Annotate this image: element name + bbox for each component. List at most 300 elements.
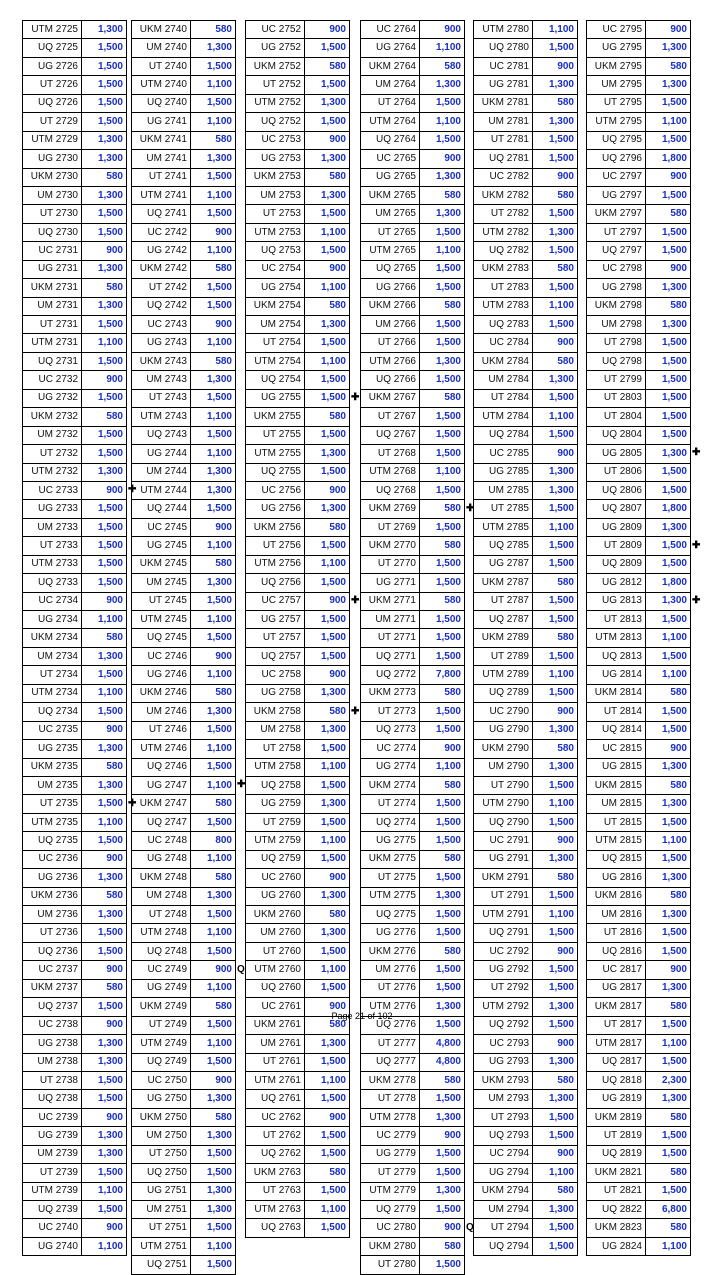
item-price: 580 bbox=[420, 1237, 465, 1255]
table-row bbox=[474, 887, 578, 905]
table-row bbox=[132, 1127, 236, 1145]
item-code: UT 2816 bbox=[587, 924, 646, 942]
table-row bbox=[132, 113, 236, 131]
table-row bbox=[587, 334, 691, 352]
item-price: 1,500 bbox=[646, 463, 691, 481]
table-row bbox=[246, 1182, 350, 1200]
item-price: 1,100 bbox=[82, 1182, 127, 1200]
table-row bbox=[474, 481, 578, 499]
item-code: UQ 2734 bbox=[23, 703, 82, 721]
item-price: 1,300 bbox=[646, 592, 691, 610]
item-price: 1,500 bbox=[191, 1219, 236, 1237]
table-row bbox=[361, 1035, 465, 1053]
table-row bbox=[361, 758, 465, 776]
item-price: 1,100 bbox=[305, 961, 350, 979]
table-row bbox=[361, 1053, 465, 1071]
item-code: UT 2792 bbox=[474, 979, 533, 997]
table-row bbox=[246, 352, 350, 370]
item-code: UT 2775 bbox=[361, 869, 420, 887]
item-price: 580 bbox=[533, 94, 578, 112]
item-code: UG 2793 bbox=[474, 1053, 533, 1071]
item-code: UQ 2742 bbox=[132, 297, 191, 315]
item-price: 580 bbox=[305, 1164, 350, 1182]
item-price: 900 bbox=[82, 1016, 127, 1034]
item-price: 580 bbox=[533, 574, 578, 592]
item-code: UKM 2793 bbox=[474, 1071, 533, 1089]
table-row bbox=[132, 316, 236, 334]
item-code: UM 2734 bbox=[23, 647, 82, 665]
item-price: 1,500 bbox=[533, 592, 578, 610]
item-price: 1,500 bbox=[82, 316, 127, 334]
table-row bbox=[474, 205, 578, 223]
item-price: 1,300 bbox=[305, 94, 350, 112]
table-row bbox=[587, 518, 691, 536]
item-code: UKM 2814 bbox=[587, 684, 646, 702]
item-price: 580 bbox=[420, 850, 465, 868]
table-row bbox=[23, 1108, 127, 1126]
item-code: UM 2776 bbox=[361, 961, 420, 979]
item-price: 1,100 bbox=[191, 408, 236, 426]
item-price: 1,300 bbox=[646, 869, 691, 887]
item-price: 1,500 bbox=[646, 555, 691, 573]
table-row bbox=[23, 500, 127, 518]
item-code: UC 2782 bbox=[474, 168, 533, 186]
item-code: UT 2770 bbox=[361, 555, 420, 573]
item-code: UG 2798 bbox=[587, 279, 646, 297]
item-price: 1,500 bbox=[82, 57, 127, 75]
item-code: UT 2766 bbox=[361, 334, 420, 352]
item-price: 580 bbox=[420, 592, 465, 610]
item-code: UT 2745 bbox=[132, 592, 191, 610]
table-row bbox=[474, 758, 578, 776]
item-code: UTM 2746 bbox=[132, 740, 191, 758]
table-row bbox=[474, 1127, 578, 1145]
table-row bbox=[474, 334, 578, 352]
table-row bbox=[361, 113, 465, 131]
table-row bbox=[361, 776, 465, 794]
item-price: 900 bbox=[420, 1127, 465, 1145]
item-code: UQ 2790 bbox=[474, 813, 533, 831]
item-code: UT 2765 bbox=[361, 223, 420, 241]
table-row bbox=[361, 574, 465, 592]
item-price: 1,500 bbox=[305, 647, 350, 665]
item-price: 1,500 bbox=[533, 1237, 578, 1255]
item-price: 1,500 bbox=[191, 426, 236, 444]
table-row bbox=[246, 57, 350, 75]
item-price: 900 bbox=[82, 371, 127, 389]
item-price: 1,100 bbox=[646, 629, 691, 647]
table-row bbox=[132, 684, 236, 702]
table-row bbox=[132, 924, 236, 942]
item-price: 900 bbox=[305, 998, 350, 1016]
item-price: 1,500 bbox=[420, 795, 465, 813]
item-code: UC 2737 bbox=[23, 961, 82, 979]
item-code: UC 2792 bbox=[474, 942, 533, 960]
item-price: 1,300 bbox=[646, 906, 691, 924]
item-code: UQ 2765 bbox=[361, 260, 420, 278]
table-row bbox=[23, 979, 127, 997]
table-row bbox=[132, 1145, 236, 1163]
item-code: UQ 2764 bbox=[361, 131, 420, 149]
item-price: 580 bbox=[533, 1182, 578, 1200]
item-price: 900 bbox=[82, 242, 127, 260]
item-code: UT 2752 bbox=[246, 76, 305, 94]
item-price: 1,100 bbox=[191, 666, 236, 684]
item-code: UQ 2815 bbox=[587, 850, 646, 868]
item-price: 580 bbox=[305, 518, 350, 536]
item-price: 1,300 bbox=[305, 1035, 350, 1053]
item-price: 1,100 bbox=[305, 1071, 350, 1089]
item-price: 1,500 bbox=[191, 279, 236, 297]
table-row bbox=[361, 906, 465, 924]
table-row bbox=[361, 518, 465, 536]
item-code: UM 2735 bbox=[23, 776, 82, 794]
table-row bbox=[23, 94, 127, 112]
item-price: 1,100 bbox=[305, 223, 350, 241]
table-row bbox=[587, 979, 691, 997]
item-price: 1,500 bbox=[82, 205, 127, 223]
item-code: UKM 2766 bbox=[361, 297, 420, 315]
item-code: UC 2793 bbox=[474, 1035, 533, 1053]
item-code: UQ 2745 bbox=[132, 629, 191, 647]
table-row bbox=[361, 924, 465, 942]
item-code: UKM 2769 bbox=[361, 500, 420, 518]
table-row bbox=[474, 316, 578, 334]
item-price: 1,500 bbox=[420, 906, 465, 924]
item-price: 1,300 bbox=[191, 1182, 236, 1200]
item-code: UQ 2797 bbox=[587, 242, 646, 260]
table-row bbox=[246, 574, 350, 592]
item-code: UTM 2756 bbox=[246, 555, 305, 573]
item-price: 1,500 bbox=[420, 1201, 465, 1219]
table-row bbox=[246, 150, 350, 168]
item-price: 900 bbox=[305, 21, 350, 39]
item-code: UC 2757 bbox=[246, 592, 305, 610]
table-row bbox=[23, 518, 127, 536]
item-price: 1,300 bbox=[191, 574, 236, 592]
item-code: UQ 2753 bbox=[246, 242, 305, 260]
table-row bbox=[246, 242, 350, 260]
item-code: UC 2749 bbox=[132, 961, 191, 979]
item-code: UTM 2791 bbox=[474, 906, 533, 924]
table-row bbox=[132, 279, 236, 297]
item-price: 1,500 bbox=[305, 371, 350, 389]
item-code: UM 2766 bbox=[361, 316, 420, 334]
table-row bbox=[23, 39, 127, 57]
item-code: UQ 2817 bbox=[587, 1053, 646, 1071]
table-row bbox=[246, 776, 350, 794]
item-code: UTM 2759 bbox=[246, 832, 305, 850]
table-row bbox=[587, 168, 691, 186]
item-code: UT 2768 bbox=[361, 445, 420, 463]
price-column-2 bbox=[131, 20, 236, 1275]
item-price: 900 bbox=[420, 740, 465, 758]
item-code: UG 2812 bbox=[587, 574, 646, 592]
item-price: 1,500 bbox=[646, 537, 691, 555]
table-row bbox=[587, 1182, 691, 1200]
table-row bbox=[246, 371, 350, 389]
table-row bbox=[474, 924, 578, 942]
item-code: UQ 2730 bbox=[23, 223, 82, 241]
table-row bbox=[587, 186, 691, 204]
item-code: UQ 2741 bbox=[132, 205, 191, 223]
cross-marker-icon: ✚ bbox=[351, 705, 360, 717]
item-price: 1,500 bbox=[646, 1182, 691, 1200]
item-code: UT 2773 bbox=[361, 703, 420, 721]
item-code: UG 2731 bbox=[23, 260, 82, 278]
item-price: 1,100 bbox=[191, 242, 236, 260]
item-price: 1,500 bbox=[533, 1108, 578, 1126]
table-row bbox=[587, 352, 691, 370]
item-price: 4,800 bbox=[420, 1053, 465, 1071]
table-row bbox=[246, 426, 350, 444]
item-price: 1,500 bbox=[646, 186, 691, 204]
item-code: UT 2793 bbox=[474, 1108, 533, 1126]
table-row bbox=[132, 223, 236, 241]
item-price: 580 bbox=[420, 500, 465, 518]
item-price: 1,500 bbox=[305, 426, 350, 444]
item-code: UQ 2761 bbox=[246, 1090, 305, 1108]
table-row bbox=[361, 869, 465, 887]
table-row bbox=[474, 961, 578, 979]
table-row bbox=[474, 574, 578, 592]
item-code: UQ 2740 bbox=[132, 94, 191, 112]
table-row bbox=[474, 39, 578, 57]
item-price: 1,500 bbox=[646, 371, 691, 389]
item-code: UT 2734 bbox=[23, 666, 82, 684]
item-price: 1,500 bbox=[533, 924, 578, 942]
item-code: UTM 2783 bbox=[474, 297, 533, 315]
item-price: 1,500 bbox=[533, 1219, 578, 1237]
table-row bbox=[361, 205, 465, 223]
item-code: UG 2760 bbox=[246, 887, 305, 905]
item-price: 1,100 bbox=[305, 1201, 350, 1219]
item-price: 1,500 bbox=[305, 979, 350, 997]
table-row bbox=[361, 168, 465, 186]
item-price: 1,300 bbox=[82, 869, 127, 887]
item-price: 1,500 bbox=[82, 998, 127, 1016]
item-price: 580 bbox=[646, 1164, 691, 1182]
item-price: 900 bbox=[646, 740, 691, 758]
item-code: UC 2762 bbox=[246, 1108, 305, 1126]
cross-marker-icon: ✚ bbox=[351, 594, 360, 606]
item-code: UTM 2813 bbox=[587, 629, 646, 647]
item-code: UTM 2739 bbox=[23, 1182, 82, 1200]
table-row bbox=[246, 205, 350, 223]
item-code: UM 2743 bbox=[132, 371, 191, 389]
table-row bbox=[587, 1108, 691, 1126]
item-code: UT 2795 bbox=[587, 94, 646, 112]
table-row bbox=[587, 942, 691, 960]
item-price: 1,500 bbox=[82, 1090, 127, 1108]
item-code: UTM 2763 bbox=[246, 1201, 305, 1219]
item-code: UTM 2764 bbox=[361, 113, 420, 131]
item-price: 900 bbox=[646, 260, 691, 278]
item-code: UG 2771 bbox=[361, 574, 420, 592]
item-price: 1,100 bbox=[191, 113, 236, 131]
item-code: UT 2799 bbox=[587, 371, 646, 389]
table-row bbox=[587, 813, 691, 831]
item-price: 1,100 bbox=[420, 758, 465, 776]
item-price: 1,300 bbox=[533, 113, 578, 131]
cross-marker-icon: ✚ bbox=[692, 539, 701, 551]
item-price: 1,500 bbox=[305, 942, 350, 960]
item-price: 1,500 bbox=[646, 352, 691, 370]
table-row bbox=[587, 555, 691, 573]
item-code: UT 2777 bbox=[361, 1035, 420, 1053]
table-row bbox=[132, 21, 236, 39]
item-code: UQ 2754 bbox=[246, 371, 305, 389]
table-row bbox=[23, 776, 127, 794]
table-row bbox=[246, 887, 350, 905]
table-row bbox=[587, 1071, 691, 1089]
table-row bbox=[246, 297, 350, 315]
item-code: UQ 2794 bbox=[474, 1237, 533, 1255]
item-price: 1,300 bbox=[533, 1201, 578, 1219]
item-code: UG 2774 bbox=[361, 758, 420, 776]
item-price: 1,300 bbox=[82, 1145, 127, 1163]
item-price: 1,500 bbox=[191, 942, 236, 960]
item-code: UQ 2806 bbox=[587, 481, 646, 499]
item-code: UG 2726 bbox=[23, 57, 82, 75]
table-row bbox=[246, 279, 350, 297]
item-code: UTM 2735 bbox=[23, 813, 82, 831]
table-row bbox=[361, 242, 465, 260]
item-code: UM 2764 bbox=[361, 76, 420, 94]
table-row bbox=[132, 242, 236, 260]
item-price: 1,500 bbox=[305, 113, 350, 131]
table-row bbox=[246, 316, 350, 334]
item-code: UG 2756 bbox=[246, 500, 305, 518]
item-code: UTM 2753 bbox=[246, 223, 305, 241]
item-code: UQ 2795 bbox=[587, 131, 646, 149]
table-row bbox=[474, 740, 578, 758]
item-price: 1,300 bbox=[191, 887, 236, 905]
table-row bbox=[361, 352, 465, 370]
item-price: 580 bbox=[305, 408, 350, 426]
item-price: 900 bbox=[191, 961, 236, 979]
item-price: 1,500 bbox=[305, 1090, 350, 1108]
item-price: 900 bbox=[420, 1219, 465, 1237]
table-row bbox=[23, 1164, 127, 1182]
table-row bbox=[246, 703, 350, 721]
item-code: UT 2730 bbox=[23, 205, 82, 223]
item-code: UQ 2782 bbox=[474, 242, 533, 260]
item-price: 580 bbox=[646, 1219, 691, 1237]
item-code: UQ 2768 bbox=[361, 481, 420, 499]
item-code: UQ 2759 bbox=[246, 850, 305, 868]
item-price: 580 bbox=[82, 629, 127, 647]
table-row bbox=[587, 223, 691, 241]
item-price: 1,300 bbox=[305, 721, 350, 739]
item-code: UQ 2818 bbox=[587, 1071, 646, 1089]
table-row bbox=[361, 592, 465, 610]
item-price: 1,500 bbox=[82, 1164, 127, 1182]
item-code: UTM 2745 bbox=[132, 611, 191, 629]
item-price: 580 bbox=[191, 795, 236, 813]
item-price: 1,300 bbox=[305, 795, 350, 813]
item-code: UT 2733 bbox=[23, 537, 82, 555]
item-price: 900 bbox=[191, 316, 236, 334]
item-code: UT 2740 bbox=[132, 57, 191, 75]
item-code: UQ 2816 bbox=[587, 942, 646, 960]
item-price: 1,500 bbox=[646, 1053, 691, 1071]
item-code: UKM 2763 bbox=[246, 1164, 305, 1182]
table-row bbox=[474, 21, 578, 39]
item-price: 1,100 bbox=[82, 611, 127, 629]
table-row bbox=[474, 1071, 578, 1089]
item-price: 1,100 bbox=[191, 611, 236, 629]
table-row bbox=[361, 795, 465, 813]
item-price: 580 bbox=[305, 906, 350, 924]
item-code: UKM 2815 bbox=[587, 776, 646, 794]
item-price: 1,500 bbox=[82, 942, 127, 960]
table-row bbox=[361, 131, 465, 149]
item-code: UQ 2813 bbox=[587, 647, 646, 665]
item-price: 1,500 bbox=[191, 1256, 236, 1274]
table-row bbox=[23, 574, 127, 592]
item-price: 1,300 bbox=[420, 205, 465, 223]
item-code: UTM 2729 bbox=[23, 131, 82, 149]
item-code: UT 2753 bbox=[246, 205, 305, 223]
table-row bbox=[587, 869, 691, 887]
table-row bbox=[587, 260, 691, 278]
table-row bbox=[246, 1053, 350, 1071]
item-code: UG 2741 bbox=[132, 113, 191, 131]
item-price: 1,500 bbox=[305, 76, 350, 94]
item-code: UG 2735 bbox=[23, 740, 82, 758]
item-price: 1,300 bbox=[420, 1108, 465, 1126]
table-row bbox=[474, 408, 578, 426]
item-price: 1,500 bbox=[420, 316, 465, 334]
table-row bbox=[474, 113, 578, 131]
table-row bbox=[246, 445, 350, 463]
item-code: UQ 2796 bbox=[587, 150, 646, 168]
item-code: UG 2759 bbox=[246, 795, 305, 813]
table-row bbox=[474, 1182, 578, 1200]
item-code: UM 2793 bbox=[474, 1090, 533, 1108]
table-row bbox=[23, 832, 127, 850]
item-code: UT 2787 bbox=[474, 592, 533, 610]
table-row bbox=[132, 1219, 236, 1237]
item-price: 1,100 bbox=[533, 795, 578, 813]
item-code: UM 2816 bbox=[587, 906, 646, 924]
item-price: 580 bbox=[420, 1071, 465, 1089]
item-price: 1,500 bbox=[82, 76, 127, 94]
item-code: UQ 2819 bbox=[587, 1145, 646, 1163]
table-row bbox=[132, 574, 236, 592]
table-row bbox=[246, 481, 350, 499]
table-row bbox=[132, 297, 236, 315]
table-row bbox=[132, 740, 236, 758]
item-code: UG 2781 bbox=[474, 76, 533, 94]
item-price: 1,500 bbox=[420, 1016, 465, 1034]
item-code: UG 2795 bbox=[587, 39, 646, 57]
table-row bbox=[587, 76, 691, 94]
table-row bbox=[132, 555, 236, 573]
item-price: 1,500 bbox=[305, 1219, 350, 1237]
table-row bbox=[474, 500, 578, 518]
table-row bbox=[23, 684, 127, 702]
table-row bbox=[246, 408, 350, 426]
item-price: 580 bbox=[646, 776, 691, 794]
item-code: UC 2733 bbox=[23, 481, 82, 499]
table-row bbox=[587, 297, 691, 315]
item-price: 900 bbox=[533, 942, 578, 960]
table-row bbox=[23, 260, 127, 278]
item-code: UQ 2787 bbox=[474, 611, 533, 629]
item-price: 1,300 bbox=[646, 279, 691, 297]
